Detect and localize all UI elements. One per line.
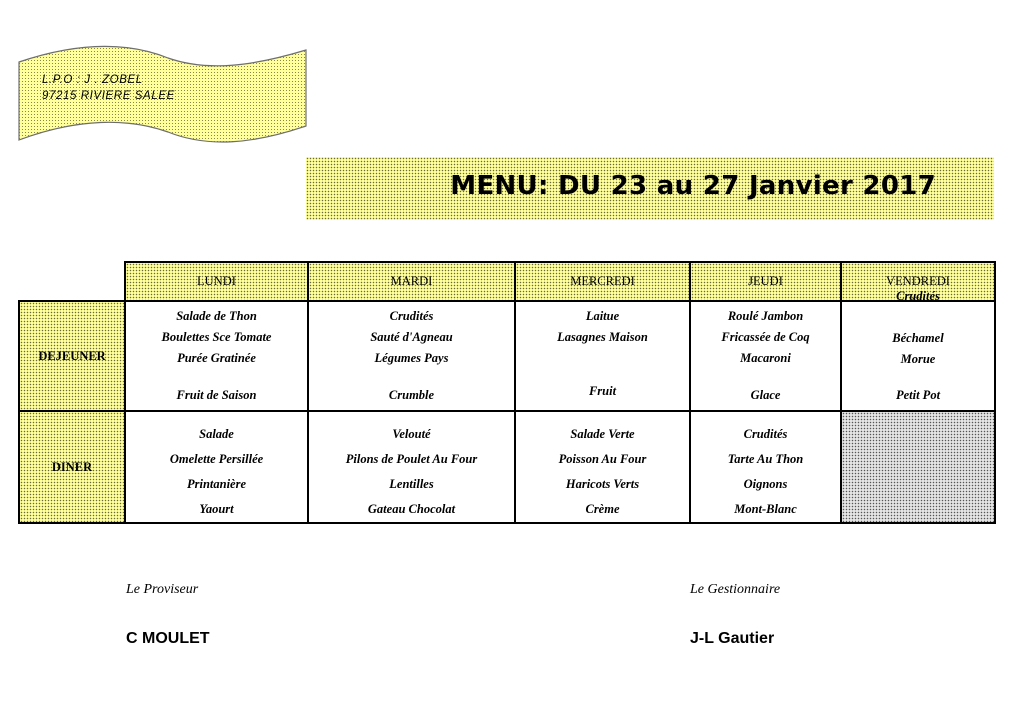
dish: Laitue — [585, 309, 620, 323]
dish: Haricots Verts — [565, 477, 640, 491]
empty-menu-cell — [841, 411, 995, 523]
meal-label-dejeuner: DEJEUNER — [19, 301, 125, 411]
dish: Sauté d'Agneau — [370, 330, 453, 344]
signature-name-gestionnaire: J-L Gautier — [690, 630, 775, 647]
menu-cell — [515, 301, 690, 411]
dish: Gateau Chocolat — [367, 502, 456, 516]
signature-name-proviseur: C MOULET — [126, 630, 210, 647]
dish: Printanière — [186, 477, 247, 491]
dessert: Crumble — [388, 388, 435, 402]
dish: Salade — [199, 427, 234, 441]
corner-cell — [19, 262, 125, 301]
day-header-mardi: MARDI — [308, 262, 515, 301]
dish: Boulettes Sce Tomate — [161, 330, 272, 344]
dish: Crème — [585, 502, 620, 516]
title-box — [306, 157, 994, 220]
dish: Purée Gratinée — [177, 351, 256, 365]
signature-label-gestionnaire: Le Gestionnaire — [690, 582, 781, 597]
dish: Salade Verte — [570, 427, 635, 441]
menu-cell — [308, 411, 515, 523]
dish: Macaroni — [740, 351, 791, 365]
menu-cell — [125, 301, 308, 411]
dejeuner-row — [19, 301, 995, 411]
dish: Mont-Blanc — [734, 502, 797, 516]
school-address: 97215 RIVIERE SALEE — [42, 90, 175, 102]
dish: Crudités — [743, 427, 788, 441]
dessert: Fruit — [588, 384, 617, 398]
diner-row — [19, 411, 995, 523]
dish: Fricassée de Coq — [721, 330, 810, 344]
dish: Pilons de Poulet Au Four — [345, 452, 478, 466]
dish: Yaourt — [199, 502, 234, 516]
dessert: Fruit de Saison — [176, 388, 257, 402]
page-title: MENU: DU 23 au 27 Janvier 2017 — [450, 171, 936, 201]
dish: Lasagnes Maison — [557, 330, 648, 344]
menu-cell — [308, 301, 515, 411]
school-name: L.P.O : J . ZOBEL — [42, 74, 143, 86]
menu-cell — [125, 411, 308, 523]
dish: Crudités — [389, 309, 434, 323]
dish: Velouté — [392, 427, 431, 441]
dessert: Petit Pot — [895, 388, 941, 402]
menu-table — [18, 261, 996, 524]
menu-cell — [690, 411, 841, 523]
dish: Crudités — [896, 289, 940, 303]
dish: Tarte Au Thon — [727, 452, 804, 466]
day-header-jeudi: JEUDI — [690, 262, 841, 301]
dish: Morue — [900, 352, 936, 366]
day-header-mercredi: MERCREDI — [515, 262, 690, 301]
dish: Salade de Thon — [176, 309, 257, 323]
dessert: Glace — [750, 388, 781, 402]
dish: Roulé Jambon — [727, 309, 804, 323]
day-header-lundi: LUNDI — [125, 262, 308, 301]
dish: Omelette Persillée — [169, 452, 264, 466]
school-banner — [18, 44, 310, 148]
dish: Poisson Au Four — [558, 452, 647, 466]
dish: Béchamel — [892, 331, 944, 345]
menu-cell — [690, 301, 841, 411]
meal-label-diner: DINER — [19, 411, 125, 523]
menu-cell — [515, 411, 690, 523]
day-header-vendredi: VENDREDI — [841, 262, 995, 301]
dish: Oignons — [743, 477, 788, 491]
dish: Légumes Pays — [374, 351, 449, 365]
signature-label-proviseur: Le Proviseur — [126, 582, 199, 597]
dish: Lentilles — [389, 477, 434, 491]
menu-cell — [841, 289, 995, 411]
